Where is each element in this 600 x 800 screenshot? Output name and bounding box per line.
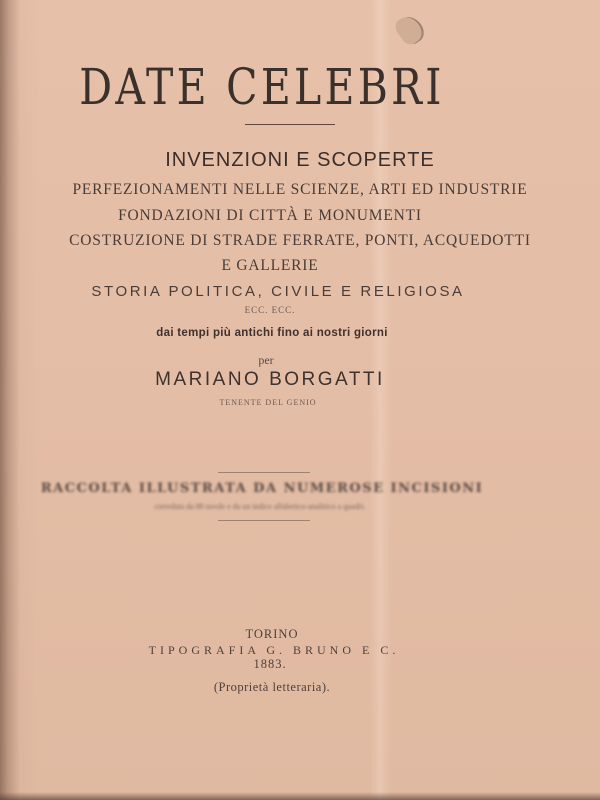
history-line: STORIA POLITICA, CIVILE E RELIGIOSA <box>91 283 465 300</box>
page-bottom-edge <box>0 792 600 800</box>
book-subtitle: INVENZIONI E SCOPERTE <box>165 149 435 171</box>
topic-line: E GALLERIE <box>221 257 319 274</box>
topic-line: COSTRUZIONE DI STRADE FERRATE, PONTI, ACQUEDOTTI <box>69 232 531 249</box>
note-divider-bottom <box>218 520 310 521</box>
author-name: MARIANO BORGATTI <box>155 369 385 390</box>
author-rank: TENENTE DEL GENIO <box>219 398 317 407</box>
illustration-subnote: corredata da 88 tavole e da un indice alfabetico-analitico a quadri. <box>154 502 366 511</box>
time-span-line: dai tempi più antichi fino ai nostri giorni <box>156 327 388 339</box>
illustration-note: RACCOLTA ILLUSTRATA DA NUMEROSE INCISIONI <box>40 481 484 496</box>
topic-line: PERFEZIONAMENTI NELLE SCIENZE, ARTI ED INDUSTRIE <box>72 181 528 198</box>
title-divider <box>245 124 335 125</box>
paper-damage-mark <box>392 12 426 48</box>
imprint-publisher: TIPOGRAFIA G. BRUNO E C. <box>148 643 400 657</box>
ecc-line: ECC. ECC. <box>244 305 296 315</box>
by-line: per <box>258 353 274 367</box>
imprint-year: 1883. <box>253 657 287 671</box>
note-divider-top <box>218 472 310 473</box>
rights-notice: (Proprietà letteraria). <box>213 680 331 694</box>
imprint-city: TORINO <box>245 627 299 641</box>
topic-line: FONDAZIONI DI CITTÀ E MONUMENTI <box>118 207 422 224</box>
book-title: DATE CELEBRI <box>79 58 445 116</box>
